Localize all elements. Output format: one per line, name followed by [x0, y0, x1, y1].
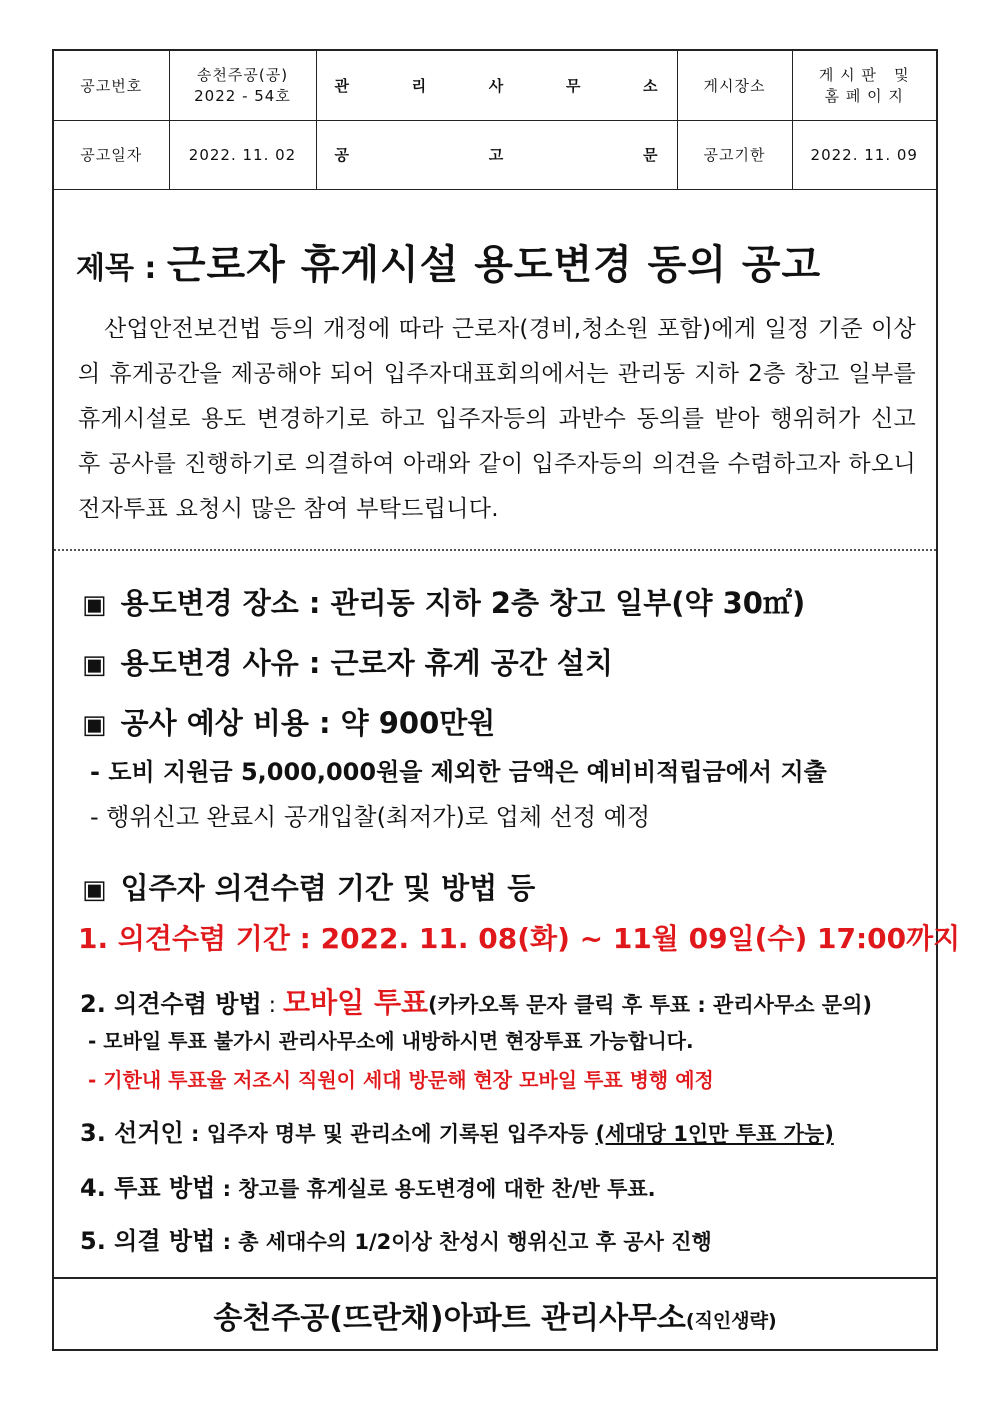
footer-seal-omitted: (직인생략) — [685, 1309, 777, 1332]
announcement-heading-char: 공 — [334, 146, 350, 164]
notice-date-label: 공고일자 — [54, 120, 169, 189]
section-place — [82, 581, 805, 622]
office-heading-char: 사 — [488, 76, 505, 95]
item-method-mobile: 모바일 투표 — [283, 986, 429, 1019]
item-resolution-label: 5. 의결 방법 — [80, 1227, 216, 1255]
office-heading — [316, 51, 677, 120]
deadline-label: 공고기한 — [677, 120, 792, 189]
title-prefix: 제목 : — [76, 251, 167, 286]
item-method-label: 2. 의견수렴 방법 — [80, 990, 262, 1018]
cost-note-bidding: - 행위신고 완료시 공개입찰(최저가)로 업체 선정 예정 — [90, 803, 651, 831]
office-heading-char: 무 — [565, 76, 582, 95]
office-heading-char: 관 — [334, 76, 350, 95]
section-cost — [82, 701, 495, 742]
checkbox-square-icon: ▣ — [82, 590, 107, 620]
item-voters-note: (세대당 1인만 투표 가능) — [595, 1122, 834, 1146]
announcement-heading-char: 문 — [643, 146, 659, 164]
notice-number-line1: 송천주공(공) — [196, 66, 289, 85]
notice-number-value — [169, 51, 316, 120]
section-reason-text: 용도변경 사유 : 근로자 휴게 공간 설치 — [120, 646, 613, 680]
checkbox-square-icon: ▣ — [82, 650, 107, 680]
method-note-visit: - 기한내 투표율 저조시 직원이 세대 방문해 현장 모바일 투표 병행 예정 — [88, 1068, 714, 1092]
item-method — [80, 981, 872, 1021]
notice-body: 산업안전보건법 등의 개정에 따라 근로자(경비,청소원 포함)에게 일정 기준 이상의 휴게공간을 제공해야 되어 입주자대표회의에서는 관리동 지하 2층 창고 일부를 휴게시설로 용도 변경하기로 하고 입주자등의 과반수 동의를 받아 행위허가 신고 후 공사를 진행하기로 의결하여 아래와 같이 입주자등의 의견을 수렴하고자 하오니 전자투표 요청시 많은 참여 부탁드립니다. — [78, 316, 916, 522]
posting-place-line1: 게 시 판 및 — [818, 66, 910, 85]
section-opinion — [82, 866, 535, 907]
section-reason — [82, 641, 613, 682]
item-resolution-text: : 총 세대수의 1/2이상 찬성시 행위신고 후 공사 진행 — [215, 1230, 712, 1254]
announcement-heading-char: 고 — [488, 146, 505, 164]
section-cost-text: 공사 예상 비용 : 약 900만원 — [120, 706, 496, 740]
posting-place-line2: 홈 페 이 지 — [824, 87, 904, 106]
announcement-heading — [316, 120, 677, 189]
posting-place-value — [792, 51, 936, 120]
item-vote-method-text: : 창고를 휴게실로 용도변경에 대한 찬/반 투표. — [215, 1177, 656, 1201]
item-method-rest: (카카오톡 문자 클릭 후 투표 : 관리사무소 문의) — [428, 993, 872, 1017]
method-note-onsite: - 모바일 투표 불가시 관리사무소에 내방하시면 현장투표 가능합니다. — [88, 1029, 694, 1053]
section-opinion-text: 입주자 의견수렴 기간 및 방법 등 — [120, 871, 536, 905]
checkbox-square-icon: ▣ — [82, 875, 107, 905]
section-place-text: 용도변경 장소 : 관리동 지하 2층 창고 일부(약 30㎡) — [120, 586, 806, 620]
item-voters-text: : 입주자 명부 및 관리소에 기록된 입주자등 — [183, 1122, 596, 1146]
notice-document — [52, 49, 961, 1351]
notice-header-table — [54, 51, 936, 190]
item-voters — [80, 1113, 834, 1148]
checkbox-square-icon: ▣ — [82, 710, 107, 740]
deadline-value: 2022. 11. 09 — [792, 120, 936, 189]
item-vote-method-label: 4. 투표 방법 — [80, 1174, 216, 1202]
item-period: 1. 의견수렴 기간 : 2022. 11. 08(화) ~ 11월 09일(수) 17:00까지 — [78, 922, 961, 955]
dotted-divider — [54, 549, 936, 551]
notice-date-value: 2022. 11. 02 — [169, 120, 316, 189]
notice-title — [76, 233, 821, 290]
posting-place-label: 게시장소 — [677, 51, 792, 120]
office-heading-char: 소 — [643, 76, 659, 95]
item-vote-method — [80, 1168, 656, 1203]
item-voters-label: 3. 선거인 — [80, 1119, 184, 1147]
cost-note-subsidy: - 도비 지원금 5,000,000원을 제외한 금액은 예비비적립금에서 지출 — [90, 758, 827, 786]
notice-number-label: 공고번호 — [54, 51, 169, 120]
footer-office-name: 송천주공(뜨란채)아파트 관리사무소 — [213, 1301, 686, 1336]
title-main: 근로자 휴게시설 용도변경 동의 공고 — [166, 242, 822, 288]
office-heading-char: 리 — [411, 76, 428, 95]
notice-number-line2: 2022 - 54호 — [194, 87, 291, 106]
item-resolution — [80, 1221, 712, 1256]
item-method-sep: : — [261, 993, 284, 1018]
footer — [54, 1277, 936, 1351]
